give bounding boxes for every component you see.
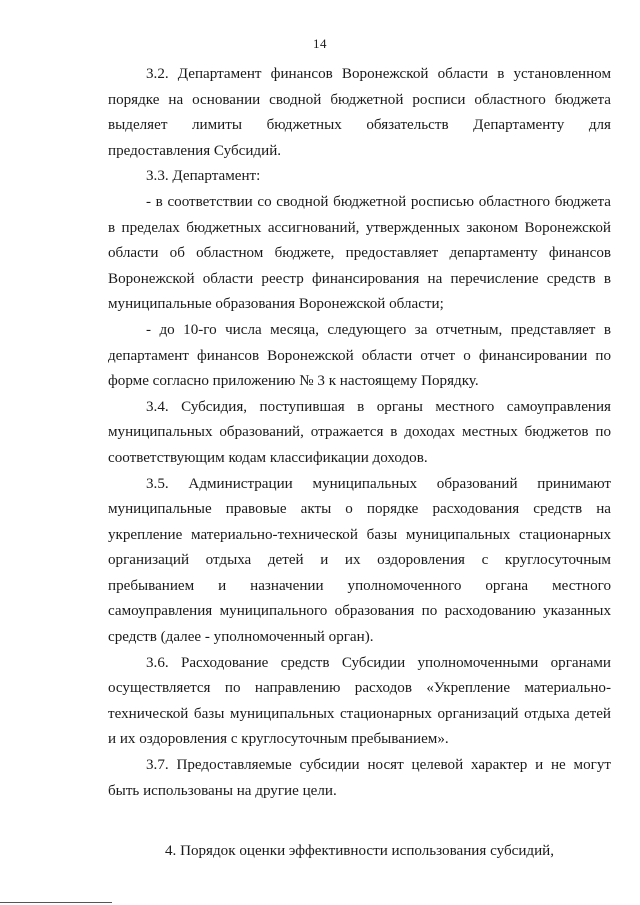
paragraph-3-5: 3.5. Администрации муниципальных образований принимают муниципальные правовые акты о порядке расходования средств на укрепление материально-технической базы муниципальных стационарных организаций отдыха детей и их оздоровления с круглосуточным пребыванием и назначении уполномоченного органа местного самоуправления муниципального образования по расходованию указанных средств (далее - уполномоченный орган). (108, 475, 611, 646)
paragraph-3-3-item-1: - в соответствии со сводной бюджетной росписью областного бюджета в пределах бюджетных ассигнований, утвержденных законом Воронежской области об областном бюджете, предоставляет департаменту финансов Воронежской области реестр финансирования на перечисление средств в муниципальные образования Воронежской области; (108, 193, 611, 313)
paragraph-3-3: 3.3. Департамент: (146, 168, 261, 185)
footnote-divider (0, 902, 112, 903)
section-heading: 4. Порядок оценки эффективности использования субсидий, (164, 843, 555, 859)
paragraph-3-2: 3.2. Департамент финансов Воронежской области в установленном порядке на основании сводной бюджетной росписи областного бюджета выделяет лимиты бюджетных обязательств Департаменту для предоставления Субсидий. (108, 66, 611, 159)
paragraph-3-3-item-2: - до 10-го числа месяца, следующего за отчетным, представляет в департамент финансов Воронежской области отчет о финансировании по форме согласно приложению № 3 к настоящему Порядку. (108, 321, 611, 390)
paragraph-3-6: 3.6. Расходование средств Субсидии уполномоченными органами осуществляется по направлению расходов «Укрепление материально-технической базы муниципальных стационарных организаций отдыха детей и их оздоровления с круглосуточным пребыванием». (108, 654, 611, 748)
paragraph-3-7: 3.7. Предоставляемые субсидии носят целевой характер и не могут быть использованы на другие цели. (108, 757, 611, 799)
page-number: 14 (313, 36, 327, 51)
document-body (108, 62, 611, 804)
paragraph-3-4: 3.4. Субсидия, поступившая в органы местного самоуправления муниципальных образований, отражается в доходах местных бюджетов по соответствующим кодам классификации доходов. (108, 398, 611, 466)
